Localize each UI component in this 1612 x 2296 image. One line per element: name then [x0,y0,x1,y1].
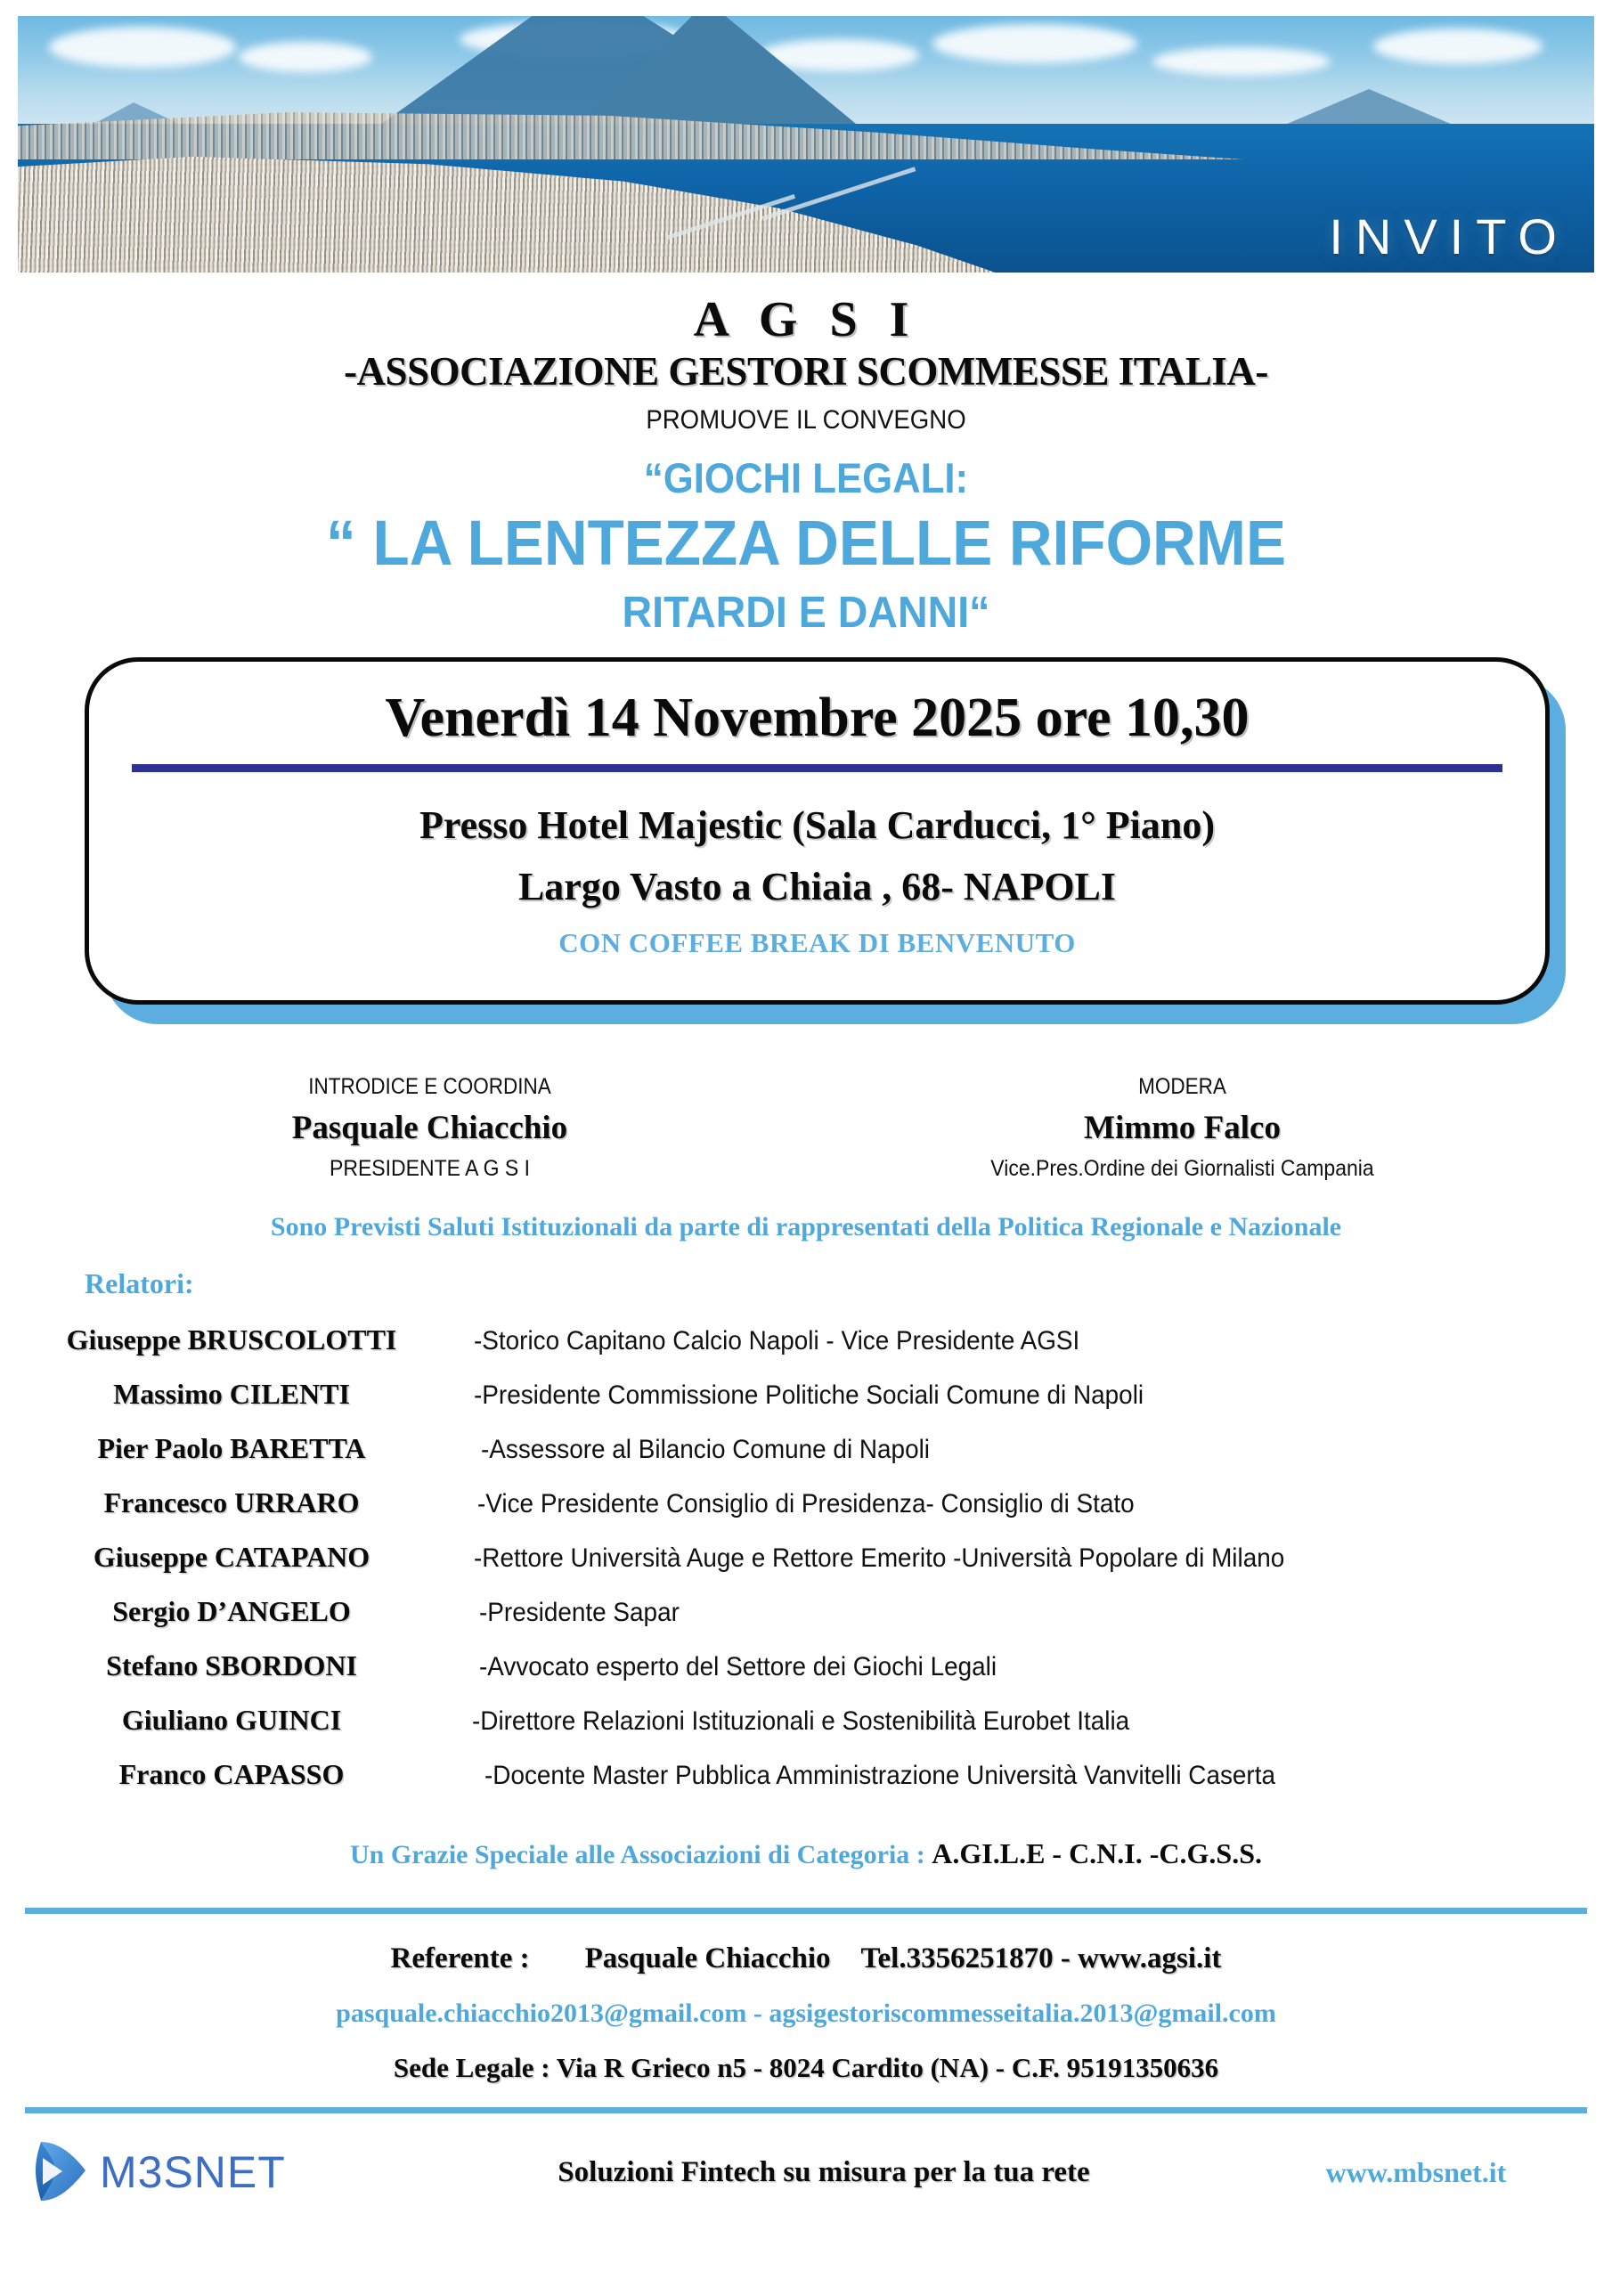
conference-title-line1: “GIOCHI LEGALI: [643,453,969,501]
invito-overlay-text: INVITO [1329,208,1569,265]
hero-photo-naples [18,16,1594,273]
referent-label: Referente : [390,1942,530,1975]
hosts-row [53,1074,1559,1182]
list-item [0,1704,1612,1737]
brand-website-link[interactable]: www.mbsnet.it [1325,2155,1507,2188]
speaker-description: -Direttore Relazioni Istituzionali e Sostenibilità Eurobet Italia [472,1706,1130,1737]
referent-contact[interactable]: Tel.3356251870 - www.agsi.it [860,1942,1222,1975]
cloud-shape [932,24,1137,63]
speaker-name: Massimo CILENTI [113,1378,350,1411]
promotes-label: PROMUOVE IL CONVEGNO [646,404,966,435]
speaker-name: Stefano SBORDONI [106,1649,357,1682]
speaker-description: -Rettore Università Auge e Rettore Emerito -Università Popolare di Milano [474,1543,1285,1574]
speaker-name: Giuseppe BRUSCOLOTTI [66,1323,397,1356]
event-venue-line2: Largo Vasto a Chiaia , 68- NAPOLI [517,865,1117,909]
host-subtitle: PRESIDENTE A G S I [330,1156,530,1182]
divider-rule-bottom [25,2107,1587,2113]
speaker-name: Franco CAPASSO [118,1758,345,1791]
speaker-description: -Assessore al Bilancio Comune di Napoli [481,1435,930,1465]
host-role-label: MODERA [1138,1074,1226,1100]
referent-name: Pasquale Chiacchio [584,1942,831,1975]
speaker-description: -Avvocato esperto del Settore dei Giochi Legali [479,1652,997,1682]
cloud-shape [49,27,236,68]
host-role-label: INTRODICE E COORDINA [308,1074,551,1100]
speaker-name: Francesco URRARO [103,1486,360,1519]
event-date: Venerdì 14 Novembre 2025 ore 10,30 [385,688,1250,749]
list-item [0,1649,1612,1682]
speaker-description: -Storico Capitano Calcio Napoli - Vice Presidente AGSI [474,1326,1080,1356]
speaker-name: Sergio D’ANGELO [112,1595,351,1628]
list-item [0,1432,1612,1465]
conference-title-line3: RITARDI E DANNI“ [622,589,990,638]
org-acronym: A G S I [693,292,919,347]
thanks-associations: A.GI.L.E - C.N.I. -C.G.S.S. [932,1837,1262,1870]
list-item [0,1758,1612,1791]
brand-slogan: Soluzioni Fintech su misura per la tua rete [558,2155,1090,2188]
list-item [0,1541,1612,1574]
footer-emails[interactable]: pasquale.chiacchio2013@gmail.com - agsigestoriscommesseitalia.2013@gmail.com [336,1999,1276,2029]
mbsnet-arrow-icon [36,2140,91,2204]
org-full-name: -ASSOCIAZIONE GESTORI SCOMMESSE ITALIA- [344,348,1268,394]
speaker-name: Giuliano GUINCI [121,1704,342,1737]
brand-footer-bar [36,2140,1576,2204]
list-item [0,1323,1612,1356]
list-item [0,1595,1612,1628]
footer-legal-seat: Sede Legale : Via R Grieco n5 - 8024 Cardito (NA) - C.F. 95191350636 [393,2052,1219,2084]
speaker-name: Pier Paolo BARETTA [97,1432,366,1465]
list-item [0,1486,1612,1519]
host-subtitle: Vice.Pres.Ordine dei Giornalisti Campania [990,1156,1374,1182]
institutional-greetings-note: Sono Previsti Saluti Istituzionali da parte di rappresentati della Politica Regionale e Nazionale [270,1212,1342,1242]
coffee-break-note: CON COFFEE BREAK DI BENVENUTO [558,927,1076,959]
speakers-heading: Relatori: [85,1267,194,1300]
host-coordinator [53,1074,806,1182]
speaker-description: -Vice Presidente Consiglio di Presidenza- Consiglio di Stato [477,1489,1135,1519]
divider-rule-top [25,1908,1587,1914]
box-navy-rule [132,764,1502,772]
speaker-name: Giuseppe CATAPANO [93,1541,370,1574]
speaker-description: -Presidente Sapar [479,1598,680,1628]
host-name: Mimmo Falco [1084,1110,1281,1147]
cloud-shape [1152,47,1331,76]
event-venue-line1: Presso Hotel Majestic (Sala Carducci, 1° Piano) [419,803,1215,848]
mbsnet-logo-text: M3SNET [100,2147,286,2198]
list-item [0,1378,1612,1411]
box-body [85,657,1550,1005]
conference-title-line2: “ LA LENTEZZA DELLE RIFORME [326,508,1286,579]
thanks-line [0,1837,1612,1870]
speakers-list [0,1323,1612,1791]
event-details-box [85,657,1550,1005]
thanks-text: Un Grazie Speciale alle Associazioni di Categoria : [350,1840,932,1870]
host-moderator [806,1074,1559,1182]
mbsnet-logo[interactable] [36,2140,392,2204]
host-name: Pasquale Chiacchio [291,1110,568,1147]
speaker-description: -Presidente Commissione Politiche Sociali Comune di Napoli [474,1380,1144,1411]
speaker-description: -Docente Master Pubblica Amministrazione Università Vanvitelli Caserta [484,1761,1276,1791]
footer-referent-row [0,1942,1612,1975]
